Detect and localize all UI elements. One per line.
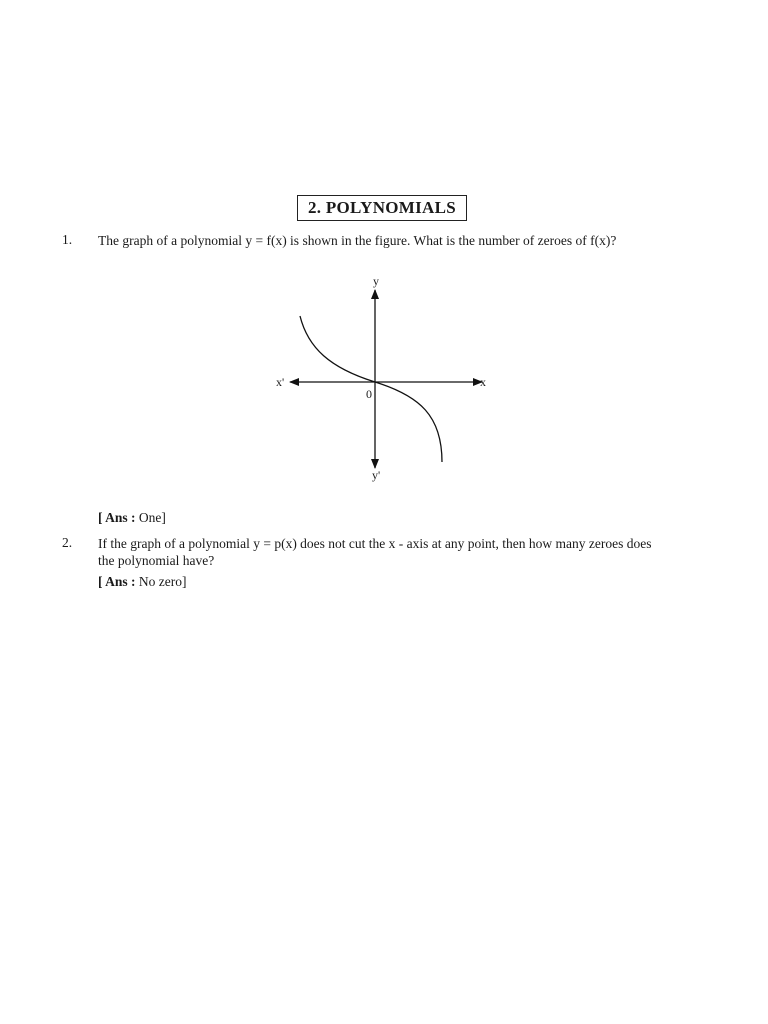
y-neg-axis-label: y' xyxy=(372,468,381,482)
polynomial-graph-svg xyxy=(260,270,500,490)
question-2-number: 2. xyxy=(62,535,73,550)
question-1-text: The graph of a polynomial y = f(x) is shown in the figure. What is the number of zeroes of f(x)? xyxy=(98,233,617,248)
origin-label: 0 xyxy=(366,387,372,401)
x-neg-axis-label: x' xyxy=(276,375,285,389)
y-axis-label: y xyxy=(373,274,379,288)
answer-2-prefix: [ Ans : xyxy=(98,574,136,589)
polynomial-graph-figure xyxy=(260,270,500,490)
question-2-text-line1: If the graph of a polynomial y = p(x) does not cut the x - axis at any point, then how many zeroes does xyxy=(98,536,652,551)
x-axis-label: x xyxy=(480,375,486,389)
answer-1-value: One] xyxy=(138,510,166,525)
question-1-number: 1. xyxy=(62,232,73,247)
answer-2 xyxy=(98,574,187,590)
question-2-text-line2: the polynomial have? xyxy=(98,553,215,568)
answer-1-prefix: [ Ans : xyxy=(98,510,136,525)
answer-2-value: No zero] xyxy=(138,574,187,589)
page-title: 2. POLYNOMIALS xyxy=(297,195,467,221)
answer-1 xyxy=(98,510,166,526)
